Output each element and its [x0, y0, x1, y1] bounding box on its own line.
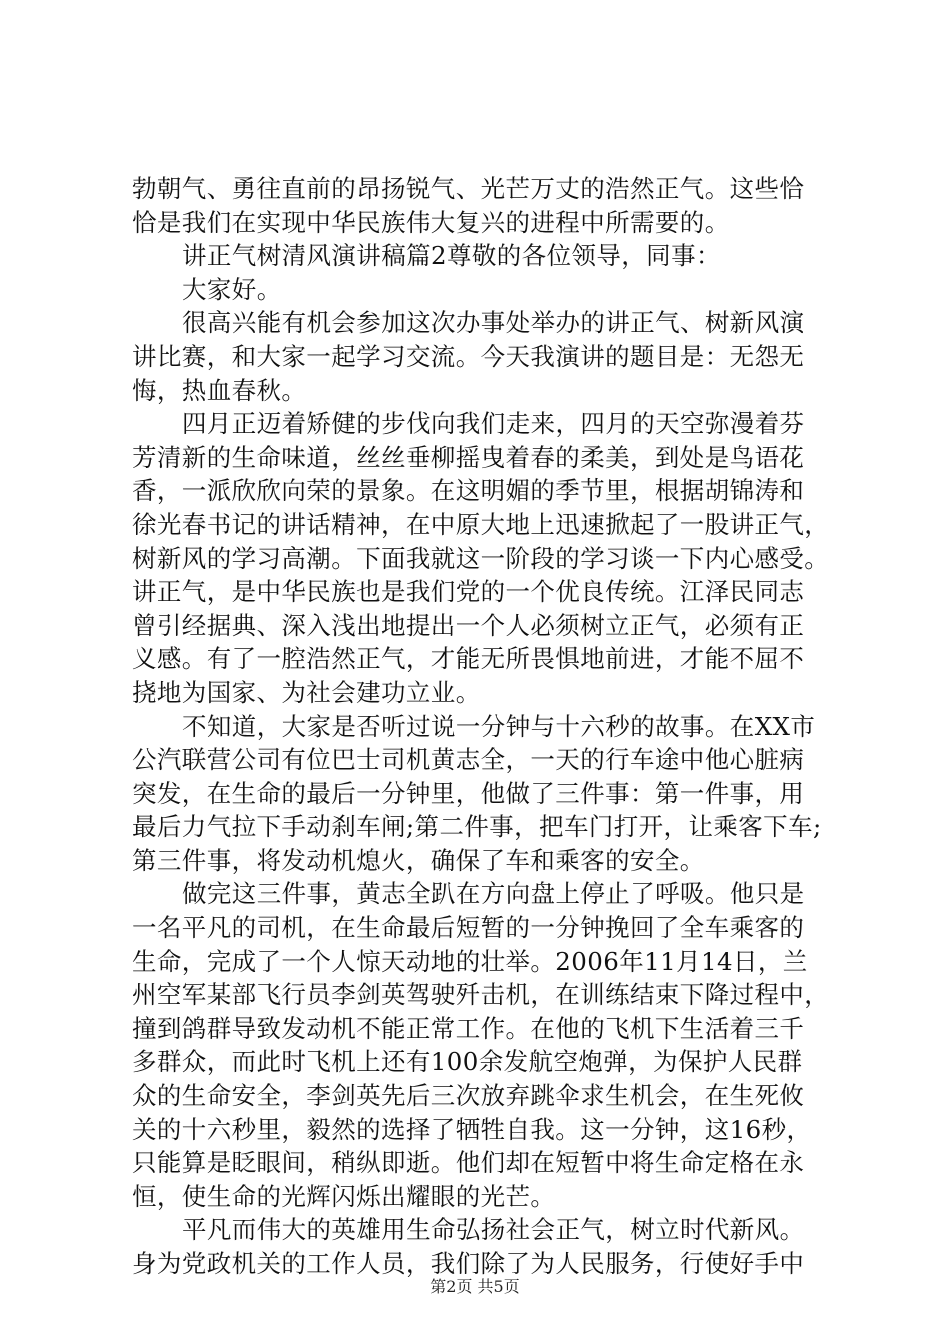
text-line: 恒，使生命的光辉闪烁出耀眼的光芒。: [132, 1181, 556, 1211]
text-line: 撞到鸽群导致发动机不能正常工作。在他的飞机下生活着三千: [132, 1013, 805, 1043]
body-text: [132, 172, 832, 1281]
text-line: 讲正气，是中华民族也是我们党的一个优良传统。江泽民同志: [132, 577, 805, 607]
text-line: 多群众，而此时飞机上还有100余发航空炮弹，为保护人民群: [132, 1047, 803, 1077]
text-line: 很高兴能有机会参加这次办事处举办的讲正气、树新风演: [182, 308, 805, 338]
text-line: 芳清新的生命味道，丝丝垂柳摇曳着春的柔美，到处是鸟语花: [132, 442, 805, 472]
text-line: 一名平凡的司机，在生命最后短暂的一分钟挽回了全车乘客的: [132, 913, 805, 943]
text-line: 不知道，大家是否听过说一分钟与十六秒的故事。在XX市: [182, 711, 816, 741]
text-line: 身为党政机关的工作人员，我们除了为人民服务，行使好手中: [132, 1249, 805, 1278]
page-footer: 第2页 共5页: [430, 1277, 520, 1296]
text-line: 众的生命安全，李剑英先后三次放弃跳伞求生机会，在生死攸: [132, 1081, 805, 1111]
text-line: 曾引经据典、深入浅出地提出一个人必须树立正气，必须有正: [132, 610, 805, 640]
text-line: 平凡而伟大的英雄用生命弘扬社会正气，树立时代新风。: [182, 1215, 805, 1245]
text-line: 四月正迈着矫健的步伐向我们走来，四月的天空弥漫着芬: [182, 409, 805, 439]
text-line: 悔，热血春秋。: [132, 375, 307, 405]
text-line: 做完这三件事，黄志全趴在方向盘上停止了呼吸。他只是: [182, 879, 805, 909]
text-line: 大家好。: [182, 274, 282, 304]
text-line: 恰是我们在实现中华民族伟大复兴的进程中所需要的。: [132, 207, 730, 237]
text-line: 突发，在生命的最后一分钟里，他做了三件事：第一件事，用: [132, 778, 805, 808]
text-line: 公汽联营公司有位巴士司机黄志全，一天的行车途中他心脏病: [132, 745, 805, 775]
text-line: 勃朝气、勇往直前的昂扬锐气、光芒万丈的浩然正气。这些恰: [132, 174, 805, 203]
text-line: 树新风的学习高潮。下面我就这一阶段的学习谈一下内心感受。: [132, 543, 830, 573]
text-line: 香，一派欣欣向荣的景象。在这明媚的季节里，根据胡锦涛和: [132, 476, 805, 506]
text-line: 只能算是眨眼间，稍纵即逝。他们却在短暂中将生命定格在永: [132, 1148, 805, 1178]
text-line: 义感。有了一腔浩然正气，才能无所畏惧地前进，才能不屈不: [132, 644, 805, 674]
text-line: 讲比赛，和大家一起学习交流。今天我演讲的题目是：无怨无: [132, 341, 805, 371]
text-line: 徐光春书记的讲话精神，在中原大地上迅速掀起了一股讲正气，: [132, 509, 830, 539]
text-line: 最后力气拉下手动刹车闸;第二件事，把车门打开，让乘客下车;: [132, 812, 822, 842]
text-line: 关的十六秒里，毅然的选择了牺牲自我。这一分钟，这16秒，: [132, 1114, 812, 1144]
text-line: 州空军某部飞行员李剑英驾驶歼击机，在训练结束下降过程中，: [132, 980, 830, 1010]
text-line: 挠地为国家、为社会建功立业。: [132, 677, 481, 707]
text-line: 第三件事，将发动机熄火，确保了车和乘客的安全。: [132, 845, 705, 875]
text-line: 讲正气树清风演讲稿篇2尊敬的各位领导，同事：: [182, 241, 721, 271]
text-line: 生命，完成了一个人惊天动地的壮举。2006年11月14日，兰: [132, 946, 808, 976]
